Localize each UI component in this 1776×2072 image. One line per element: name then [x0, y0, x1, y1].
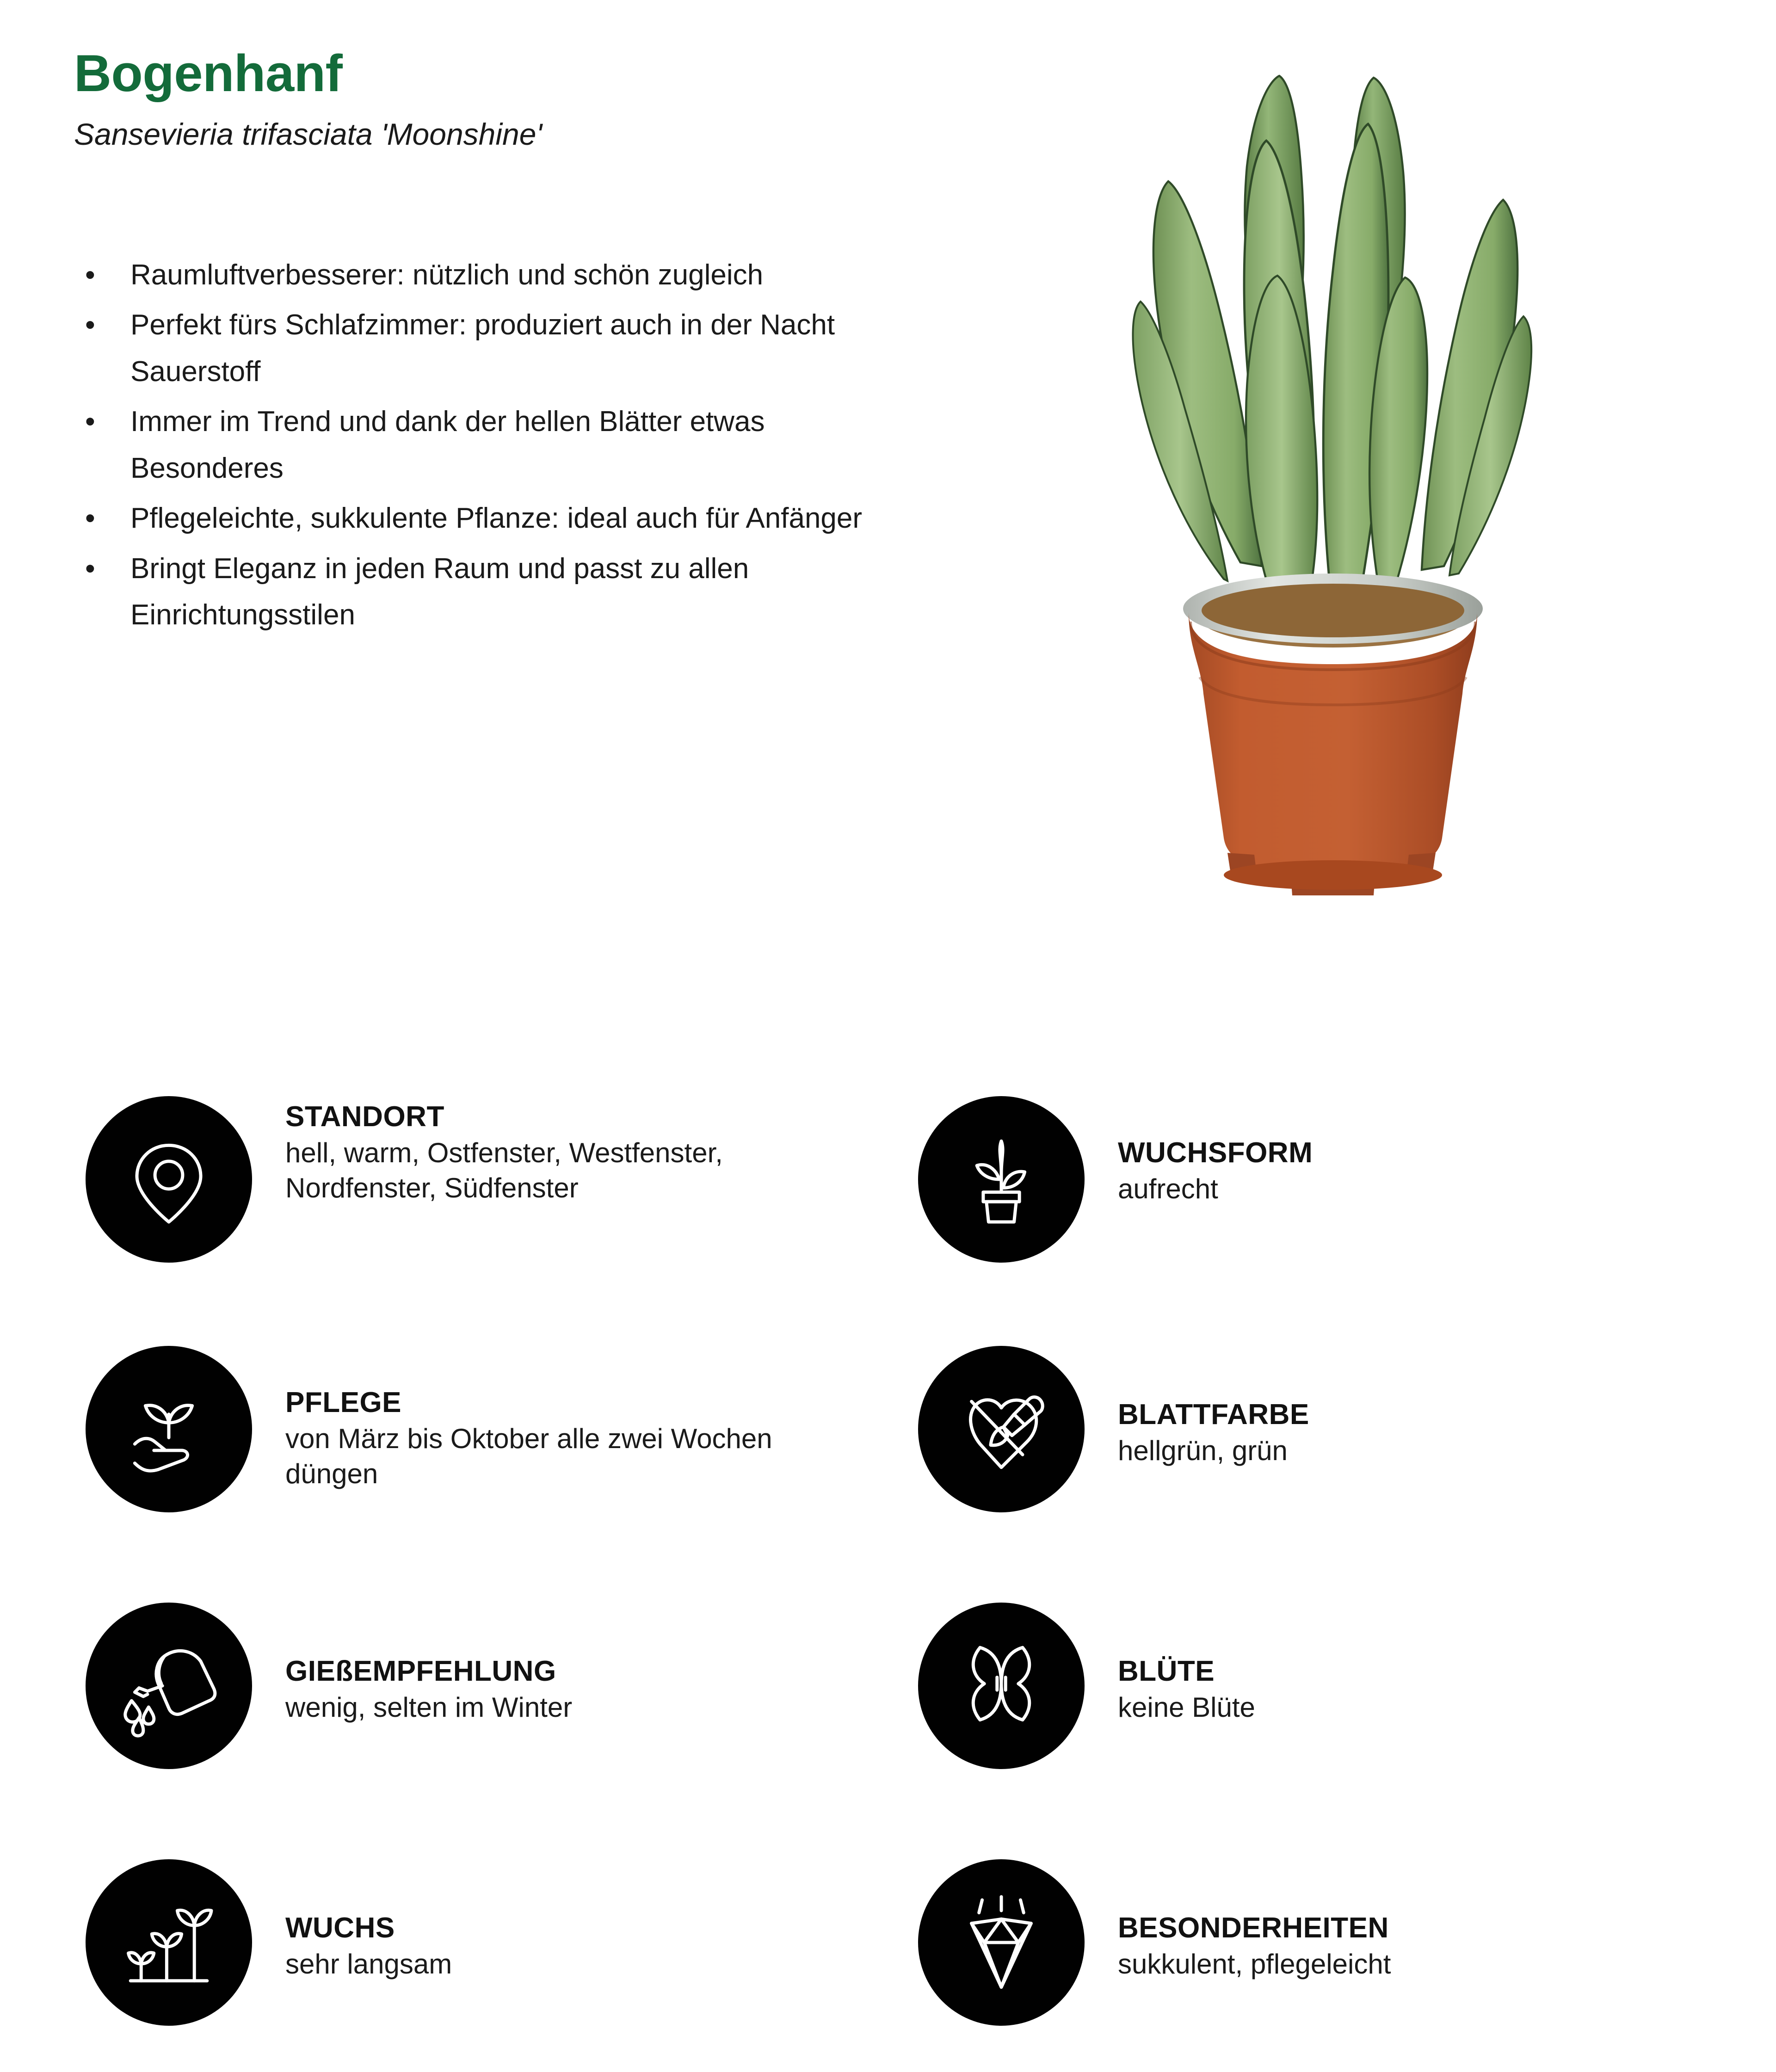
attribute-text [252, 1859, 452, 1982]
attribute-text [1085, 1096, 1313, 1207]
bullet-icon: • [85, 309, 95, 341]
attribute-row-blattfarbe [918, 1346, 1704, 1512]
page-title: Bogenhanf [74, 44, 343, 102]
attribute-row-pflege [86, 1346, 872, 1512]
watering-can-icon [86, 1603, 252, 1769]
attribute-row-besonderheiten [918, 1859, 1704, 2026]
plant-photo [1059, 56, 1605, 976]
attribute-row-bluete [918, 1603, 1704, 1769]
benefits-list [74, 252, 916, 642]
benefit-text: Bringt Eleganz in jeden Raum und passt zu allen Einrichtungsstilen [130, 552, 749, 631]
attribute-text [1085, 1346, 1309, 1468]
attribute-text [1085, 1603, 1255, 1725]
attribute-row-wuchsform [918, 1096, 1704, 1263]
growth-sprouts-icon [86, 1859, 252, 2026]
diamond-sparkle-icon [918, 1859, 1085, 2026]
attribute-row-wuchs [86, 1859, 872, 2026]
attribute-label: BLÜTE [1118, 1655, 1215, 1687]
attribute-text [252, 1346, 831, 1492]
attribute-label: STANDORT [285, 1101, 444, 1133]
benefit-item [74, 546, 916, 639]
benefit-text: Raumluftverbesserer: nützlich und schön zugleich [130, 259, 764, 291]
attribute-text [252, 1603, 572, 1725]
bullet-icon: • [85, 552, 95, 585]
benefit-item [74, 302, 916, 395]
bullet-icon: • [85, 502, 95, 535]
attribute-label: GIEßEMPFEHLUNG [285, 1655, 556, 1687]
benefit-text: Perfekt fürs Schlafzimmer: produziert auch in der Nacht Sauerstoff [130, 309, 835, 388]
attribute-value: aufrecht [1118, 1173, 1218, 1205]
attribute-value: sukkulent, pflegeleicht [1118, 1949, 1391, 1980]
attribute-value: von März bis Oktober alle zwei Wochen düngen [285, 1423, 772, 1490]
potted-plant-icon [918, 1096, 1085, 1263]
attribute-label: BESONDERHEITEN [1118, 1912, 1389, 1944]
bullet-icon: • [85, 259, 95, 291]
attribute-value: sehr langsam [285, 1949, 452, 1980]
attribute-label: PFLEGE [285, 1387, 402, 1418]
bullet-icon: • [85, 406, 95, 438]
map-pin-icon [86, 1096, 252, 1263]
attribute-row-standort [86, 1096, 872, 1263]
flower-icon [918, 1603, 1085, 1769]
leaf-paintbrush-icon [918, 1346, 1085, 1512]
attribute-text [1085, 1859, 1391, 1982]
attribute-value: wenig, selten im Winter [285, 1692, 573, 1723]
benefit-text: Immer im Trend und dank der hellen Blätter etwas Besonderes [130, 406, 765, 484]
attribute-label: WUCHS [285, 1912, 395, 1944]
header-block [74, 46, 999, 152]
botanical-name: Sansevieria trifasciata 'Moonshine' [74, 117, 543, 151]
hand-sprout-icon [86, 1346, 252, 1512]
attribute-value: keine Blüte [1118, 1692, 1255, 1723]
attribute-label: BLATTFARBE [1118, 1399, 1309, 1431]
benefit-item [74, 399, 916, 492]
attribute-text [252, 1096, 831, 1206]
attribute-row-giessempfehlung [86, 1603, 872, 1769]
benefit-text: Pflegeleichte, sukkulente Pflanze: ideal auch für Anfänger [130, 502, 863, 535]
benefit-item [74, 495, 916, 542]
attribute-value: hellgrün, grün [1118, 1435, 1288, 1467]
benefit-item [74, 252, 916, 298]
attribute-value: hell, warm, Ostfenster, Westfenster, Nordfenster, Südfenster [285, 1137, 723, 1204]
attribute-label: WUCHSFORM [1118, 1137, 1313, 1169]
